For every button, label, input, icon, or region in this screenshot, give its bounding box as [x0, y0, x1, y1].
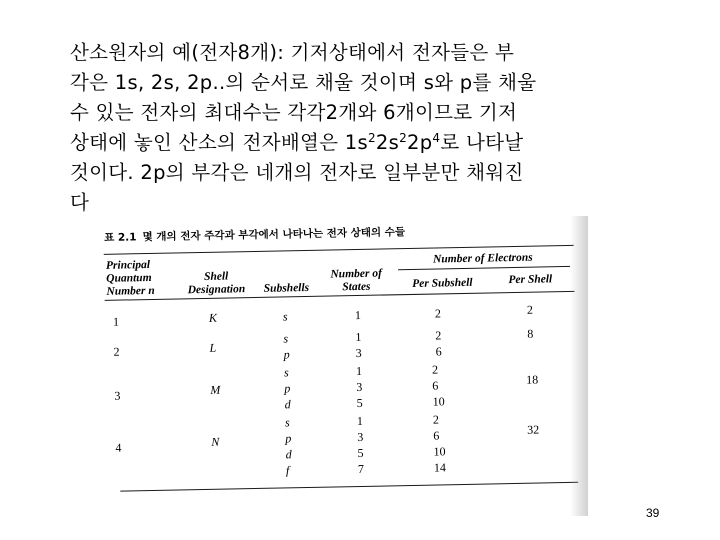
- header-principal-line-1: Principal: [105, 258, 151, 272]
- row2-n: 2: [113, 344, 120, 359]
- table-caption-text: 몇 개의 전자 주각과 부각에서 나타나는 전자 상태의 수들: [142, 226, 406, 244]
- row1-n: 1: [112, 314, 120, 329]
- row4-states: [357, 413, 364, 477]
- row1-per-shell: 2: [526, 302, 534, 317]
- paragraph-line-4: [70, 128, 630, 158]
- row2-per-subshell: [435, 327, 442, 359]
- row2-per-subshell-s: 2: [435, 328, 442, 343]
- page-number: 39: [646, 506, 660, 520]
- row4-per-subshell-p: 6: [433, 428, 440, 443]
- row3-subshell-s: s: [283, 365, 289, 380]
- paragraph-line-1: 산소원자의 예(전자8개): 기저상태에서 전자들은 부: [70, 41, 515, 64]
- header-shell: [180, 270, 252, 297]
- row3-state-s: 1: [355, 363, 363, 379]
- row4-per-subshell-s: 2: [432, 412, 440, 427]
- header-shell-line-1: Shell: [203, 270, 229, 283]
- row4-n: 4: [115, 440, 122, 455]
- row3-n: 3: [114, 388, 121, 403]
- header-per-subshell: Per Subshell: [412, 276, 473, 290]
- row4-state-p: 3: [357, 429, 364, 445]
- row3-subshells: [284, 364, 291, 412]
- row4-subshell-d: d: [285, 447, 292, 462]
- row4-shell: N: [211, 434, 220, 449]
- row2-states: [355, 329, 362, 361]
- row2-state-s: 1: [355, 329, 362, 345]
- row4-state-s: 1: [356, 413, 364, 429]
- paragraph-line-6: 다: [70, 191, 90, 214]
- row3-per-shell: 18: [526, 372, 539, 387]
- config-text-end: 로 나타날: [440, 131, 524, 154]
- row3-subshell-p: p: [284, 381, 291, 396]
- row3-per-subshell-p: 6: [432, 378, 439, 393]
- config-text-2s: 2s: [375, 131, 400, 154]
- row2-subshells: [283, 330, 290, 362]
- header-shell-line-2: Designation: [187, 283, 246, 297]
- paragraph-line-2: 각은 1s, 2s, 2p..의 순서로 채울 것이며 s와 p를 채울: [70, 71, 537, 94]
- body-paragraph: [70, 38, 630, 218]
- electron-states-table: [97, 216, 588, 516]
- row2-per-shell: 8: [527, 326, 534, 341]
- header-electrons-group: Number of Electrons: [432, 251, 533, 266]
- row4-per-shell: 32: [527, 422, 540, 437]
- row4-subshells: [285, 414, 292, 478]
- header-principal-line-3: Number n: [106, 284, 155, 298]
- paragraph-line-3: 수 있는 전자의 최대수는 각각2개와 6개이므로 기저: [70, 101, 518, 124]
- row4-state-f: 7: [357, 461, 365, 477]
- row3-per-subshell-s: 2: [431, 362, 439, 377]
- config-text-start: 상태에 놓인 산소의 전자배열은 1s: [70, 131, 368, 154]
- row3-per-subshell: [432, 361, 445, 409]
- header-states-line-1: Number of: [330, 267, 382, 281]
- row2-subshell-p: p: [283, 347, 290, 362]
- header-states-line-2: States: [342, 280, 371, 294]
- row1-per-subshell-value: 2: [434, 306, 442, 321]
- table-caption-label: 표 2.1: [104, 231, 137, 244]
- header-per-shell: Per Shell: [508, 273, 553, 287]
- row2-subshell-s: s: [283, 331, 289, 346]
- row1-state: 1: [354, 307, 362, 323]
- row1-subshell: s: [282, 309, 288, 324]
- header-principal: [106, 259, 155, 299]
- superscript-2s: 2: [399, 131, 407, 145]
- row1-states: [355, 307, 361, 323]
- row4-subshell-p: p: [285, 431, 292, 446]
- config-text-2p: 2p: [407, 131, 433, 154]
- paragraph-line-5: 것이다. 2p의 부각은 네개의 전자로 일부분만 채워진: [70, 161, 524, 184]
- row3-subshell-d: d: [284, 397, 291, 412]
- row3-states: [356, 363, 363, 411]
- row4-subshell-f: f: [285, 463, 290, 478]
- header-states: [324, 267, 388, 294]
- row1-subshells: [283, 308, 288, 324]
- row1-shell: K: [208, 310, 218, 325]
- row3-shell: M: [210, 382, 221, 397]
- row1-per-subshell: [435, 305, 441, 321]
- superscript-1s: 2: [367, 131, 376, 145]
- bottom-rule: [120, 482, 578, 492]
- row3-per-subshell-d: 10: [432, 394, 445, 409]
- row2-shell: L: [209, 340, 217, 355]
- row4-per-subshell-d: 10: [433, 444, 446, 459]
- row4-per-subshell-f: 14: [433, 460, 447, 475]
- header-subshells: Subshells: [263, 281, 310, 295]
- row4-per-subshell: [433, 411, 446, 475]
- row4-state-d: 5: [357, 445, 364, 461]
- superscript-2p: 4: [432, 131, 441, 145]
- row3-state-d: 5: [356, 395, 363, 411]
- row3-state-p: 3: [356, 379, 363, 395]
- row2-per-subshell-p: 6: [435, 344, 442, 359]
- row4-subshell-s: s: [284, 415, 290, 430]
- scanned-table-image: [97, 216, 588, 516]
- header-principal-line-2: Quantum: [106, 271, 152, 285]
- row2-state-p: 3: [355, 345, 362, 361]
